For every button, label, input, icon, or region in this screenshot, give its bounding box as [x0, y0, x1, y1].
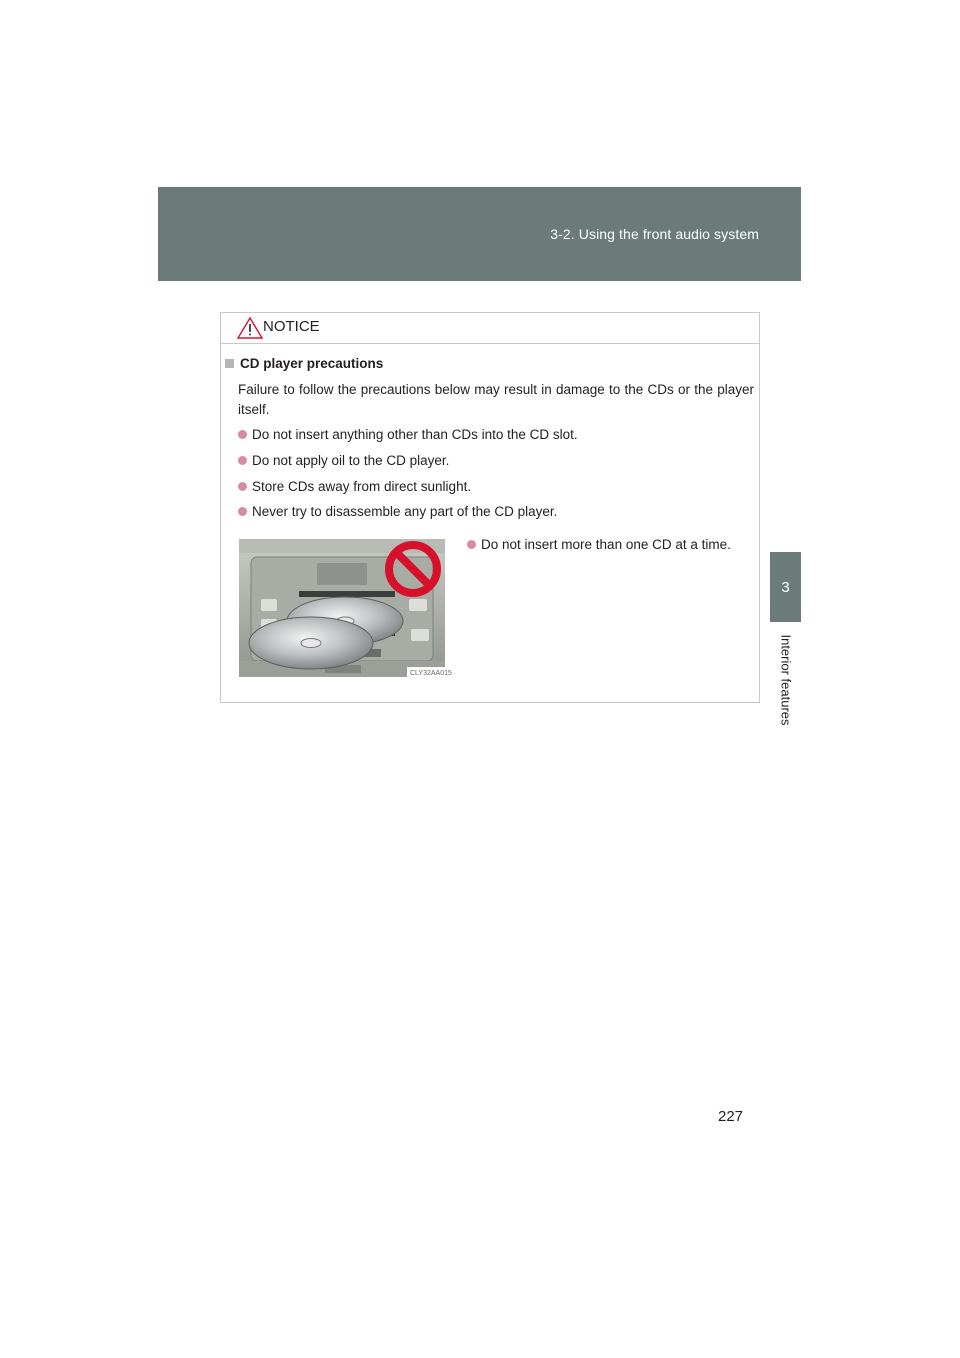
- cd-slot-photo: [239, 539, 452, 677]
- notice-header: [221, 313, 759, 344]
- notice-box: [220, 312, 760, 703]
- image-code: CLY32AA015: [410, 670, 452, 677]
- bullet-text: Do not insert anything other than CDs into the CD slot.: [252, 427, 578, 442]
- bullet-item: [238, 504, 557, 519]
- image-caption-text: Do not insert more than one CD at a time.: [481, 537, 731, 552]
- section-title-text: CD player precautions: [240, 356, 384, 371]
- bullet-text: Store CDs away from direct sunlight.: [252, 479, 472, 494]
- image-caption: [467, 537, 731, 552]
- intro-text: Failure to follow the precautions below may result in damage to the CDs or the player itself.: [238, 382, 754, 417]
- bullet-dot-icon: [238, 456, 247, 465]
- chapter-tab: [770, 552, 801, 622]
- section-header-title: 3-2. Using the front audio system: [550, 226, 759, 242]
- header-band: [158, 187, 801, 281]
- bullet-dot-icon: [238, 430, 247, 439]
- chapter-number: 3: [781, 578, 790, 596]
- page-number: 227: [718, 1108, 744, 1125]
- bullet-item: [238, 479, 471, 494]
- bullet-dot-icon: [238, 482, 247, 491]
- bullet-item: [238, 453, 449, 468]
- notice-title: NOTICE: [263, 318, 320, 335]
- bullet-text: Never try to disassemble any part of the CD player.: [252, 504, 558, 519]
- chapter-label: Interior features: [778, 634, 794, 726]
- bullet-text: Do not apply oil to the CD player.: [252, 453, 450, 468]
- bullet-item: [238, 427, 578, 442]
- cd-player-illustration: [239, 539, 452, 677]
- bullet-dot-icon: [238, 507, 247, 516]
- section-title: [225, 356, 383, 371]
- square-bullet-icon: [225, 359, 234, 368]
- warning-triangle-icon: [237, 317, 263, 339]
- bullet-dot-icon: [467, 540, 476, 549]
